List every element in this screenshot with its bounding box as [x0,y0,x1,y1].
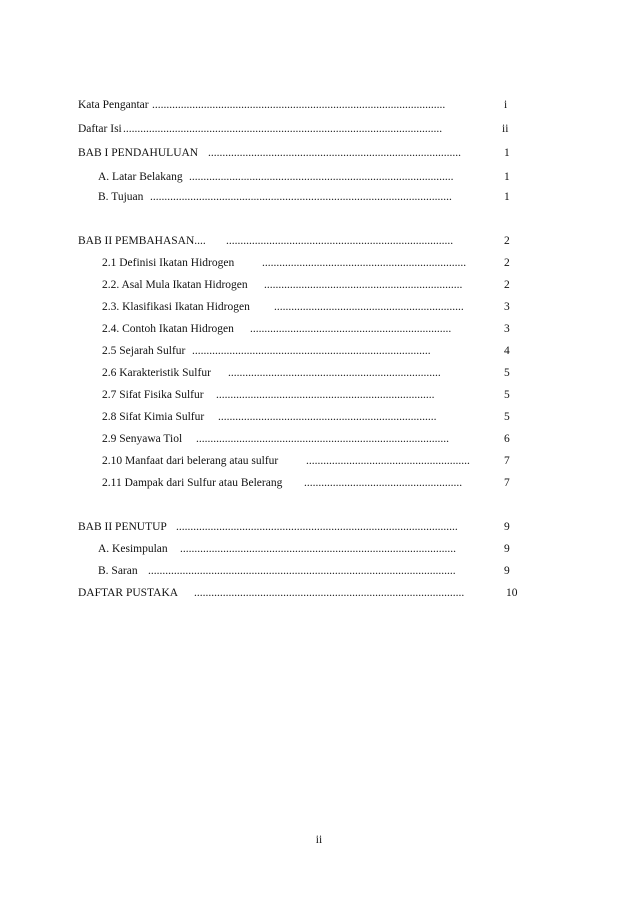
toc-entry-label: BAB II PENUTUP [78,521,167,533]
toc-entry-page: 2 [504,235,510,247]
toc-entry-label: B. Tujuan [98,191,144,203]
toc-entry-leader: ........................................................................................................... [148,565,456,577]
toc-entry-label: A. Latar Belakang [98,171,183,183]
toc-entry-leader: .................................................................................................. [176,521,458,533]
toc-entry-page: 1 [504,147,510,159]
toc-entry-page: 7 [504,455,510,467]
toc-entry-leader: ........................................................................................ [208,147,461,159]
toc-entry-label: A. Kesimpulan [98,543,168,555]
toc-entry-label: 2.2. Asal Mula Ikatan Hidrogen [102,279,248,291]
toc-entry-leader: ...................................................................................................... [152,99,446,111]
toc-entry-label: 2.7 Sifat Fisika Sulfur [102,389,204,401]
toc-entry-leader: ........................................................................................ [196,433,449,445]
toc-entry-label: 2.4. Contoh Ikatan Hidrogen [102,323,234,335]
toc-entry-label: 2.1 Definisi Ikatan Hidrogen [102,257,235,269]
toc-entry-page: 10 [506,587,518,599]
toc-entry-page: i [504,99,508,111]
toc-entry-leader: .......................................................................... [228,367,441,379]
toc-entry-leader: ......................................................... [306,455,470,467]
toc-entry-page: 1 [504,171,510,183]
toc-entry-label: 2.11 Dampak dari Sulfur atau Belerang [102,477,283,489]
toc-entry-page: 2 [504,257,510,269]
toc-entry-label: BAB I PENDAHULUAN [78,147,199,159]
toc-entry-label: 2.6 Karakteristik Sulfur [102,367,211,379]
toc-entry-label: 2.5 Sejarah Sulfur [102,345,186,357]
toc-entry-leader: ............................................................................................ [189,171,454,183]
toc-entry-page: 1 [504,191,510,203]
toc-entry-leader: ............................................................................................................... [123,123,443,135]
toc-entry-page: 3 [504,301,510,313]
toc-entry-page: 6 [504,433,510,445]
toc-entry-page: 9 [504,565,510,577]
toc-entry-page: 5 [504,411,510,423]
toc-entry-label: BAB II PEMBAHASAN.... [78,235,206,247]
toc-entry-page: 2 [504,279,510,291]
toc-entry-leader: ................................................................................................ [180,543,456,555]
toc-entry-page: 3 [504,323,510,335]
toc-entry-leader: ..................................................................... [264,279,463,291]
toc-entry-page: 4 [504,345,510,357]
toc-entry-page: 9 [504,543,510,555]
toc-entry-leader: ................................................................................... [192,345,431,357]
toc-entry-leader: .................................................................. [274,301,464,313]
toc-entry-page: 9 [504,521,510,533]
toc-entry-leader: ............................................................................ [218,411,437,423]
toc-entry-leader: ......................................................................................................... [150,191,452,203]
toc-entry-label: 2.8 Sifat Kimia Sulfur [102,411,205,423]
toc-entry-leader: ....................................................... [304,477,463,489]
toc-entry-page: ii [502,123,509,135]
toc-entry-leader: ............................................................................... [226,235,454,247]
toc-entry-leader: ............................................................................ [216,389,435,401]
toc-entry-label: 2.3. Klasifikasi Ikatan Hidrogen [102,301,250,313]
toc-entry-label: B. Saran [98,565,138,577]
toc-entry-label: 2.10 Manfaat dari belerang atau sulfur [102,455,279,467]
toc-entry-leader: ...................................................................... [250,323,452,335]
toc-entry-leader: .............................................................................................. [194,587,465,599]
toc-entry-label: DAFTAR PUSTAKA [78,587,179,599]
toc-entry-page: 5 [504,389,510,401]
page-number-footer: ii [315,834,323,846]
toc-entry-label: 2.9 Senyawa Tiol [102,433,183,445]
toc-entry-label: Daftar Isi [78,123,122,135]
toc-entry-label: Kata Pengantar [78,99,149,111]
toc-entry-leader: ....................................................................... [262,257,467,269]
toc-entry-page: 7 [504,477,510,489]
toc-entry-page: 5 [504,367,510,379]
